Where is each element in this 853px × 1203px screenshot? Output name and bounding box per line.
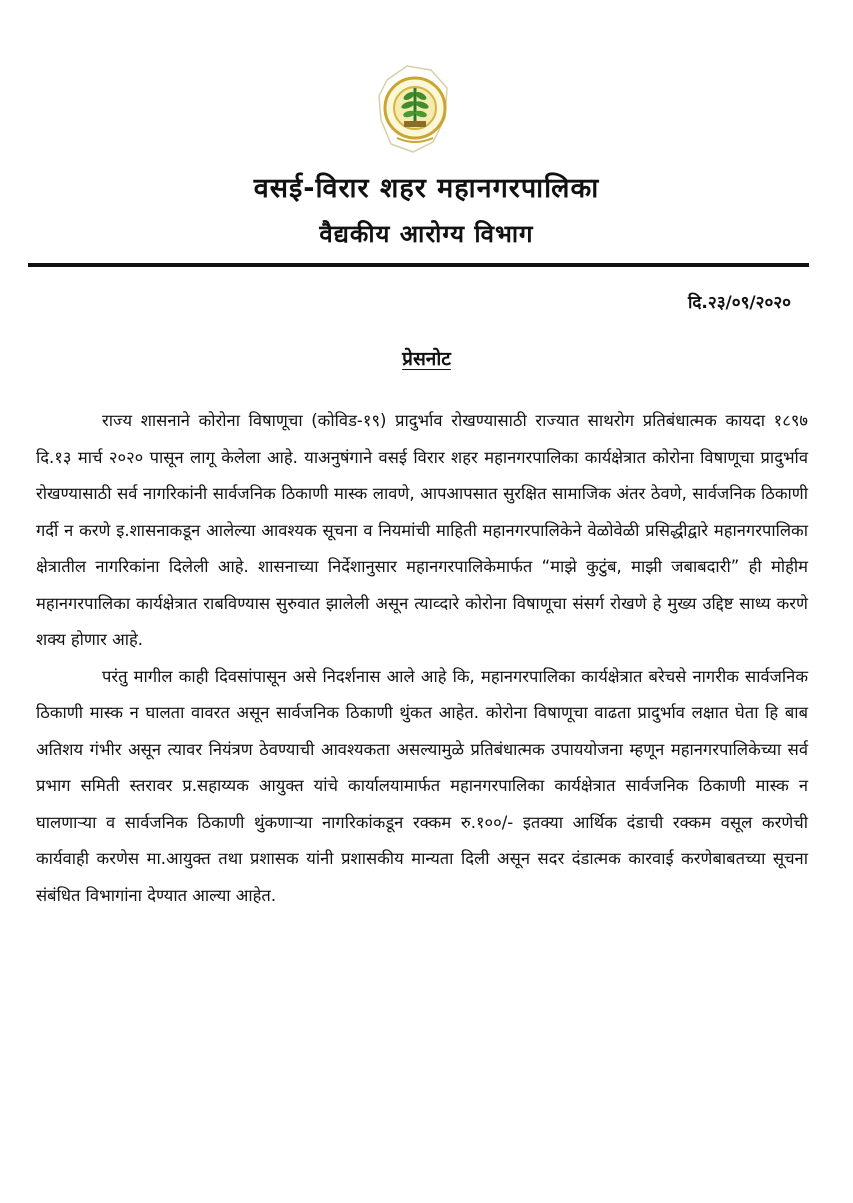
- document-date: दि.२३/०९/२०२०: [687, 293, 791, 313]
- paragraph-1: राज्य शासनाने कोरोना विषाणूचा (कोविड-१९) प्रादुर्भाव रोखण्यासाठी राज्यात साथरोग प्रतिबंधात्मक कायदा १८९७ दि.१३ मार्च २०२० पासून लागू केलेला आहे. याअनुषंगाने वसई विरार शहर महानगरपालिका कार्यक्षेत्रात कोरोना विषाणूचा प्रादुर्भाव रोखण्यासाठी सर्व नागरिकांनी सार्वजनिक ठिकाणी मास्क लावणे, आपआपसात सुरक्षित सामाजिक अंतर ठेवणे, सार्वजनिक ठिकाणी गर्दी न करणे इ.शासनाकडून आलेल्या आवश्यक सूचना व नियमांची माहिती महानगरपालिकेने वेळोवेळी प्रसिद्धीद्वारे महानगरपालिका क्षेत्रातील नागरिकांना दिलेली आहे. शासनाच्या निर्देशानुसार महानगरपालिकेमार्फत “माझे कुटुंब, माझी जबाबदारी” ही मोहीम महानगरपालिका कार्यक्षेत्रात राबविण्यास सुरुवात झालेली असून त्याव्दारे कोरोना विषाणूचा संसर्ग रोखणे हे मुख्य उद्दिष्ट साध्य करणे शक्य होणार आहे.: [36, 411, 808, 649]
- vvcmc-emblem-icon: [373, 58, 455, 158]
- organization-title: वसई-विरार शहर महानगरपालिका: [253, 173, 600, 204]
- press-note-heading: [0, 345, 853, 371]
- department-title: वैद्यकीय आरोग्य विभाग: [319, 220, 534, 248]
- paragraph-2: परंतु मागील काही दिवसांपासून असे निदर्शनास आले आहे कि, महानगरपालिका कार्यक्षेत्रात बरेचसे नागरीक सार्वजनिक ठिकाणी मास्क न घालता वावरत असून सार्वजनिक ठिकाणी थुंकत आहेत. कोरोना विषाणूचा वाढता प्रादुर्भाव लक्षात घेता हि बाब अतिशय गंभीर असून त्यावर नियंत्रण ठेवण्याची आवश्यकता असल्यामुळे प्रतिबंधात्मक उपाययोजना म्हणून महानगरपालिकेच्या सर्व प्रभाग समिती स्तरावर प्र.सहाय्यक आयुक्त यांचे कार्यालयामार्फत महानगरपालिका कार्यक्षेत्रात सार्वजनिक ठिकाणी मास्क न घालणाऱ्या व सार्वजनिक ठिकाणी थुंकणाऱ्या नागरिकांकडून रक्कम रु.१००/- इतक्या आर्थिक दंडाची रक्कम वसूल करणेची कार्यवाही करणेस मा.आयुक्त तथा प्रशासक यांनी प्रशासकीय मान्यता दिली असून सदर दंडात्मक कारवाई करणेबाबतच्या सूचना संबंधित विभागांना देण्यात आल्या आहेत.: [36, 666, 808, 905]
- header-divider: [28, 263, 809, 267]
- document-body: [36, 403, 808, 914]
- press-note-heading-text: प्रेसनोट: [402, 348, 451, 370]
